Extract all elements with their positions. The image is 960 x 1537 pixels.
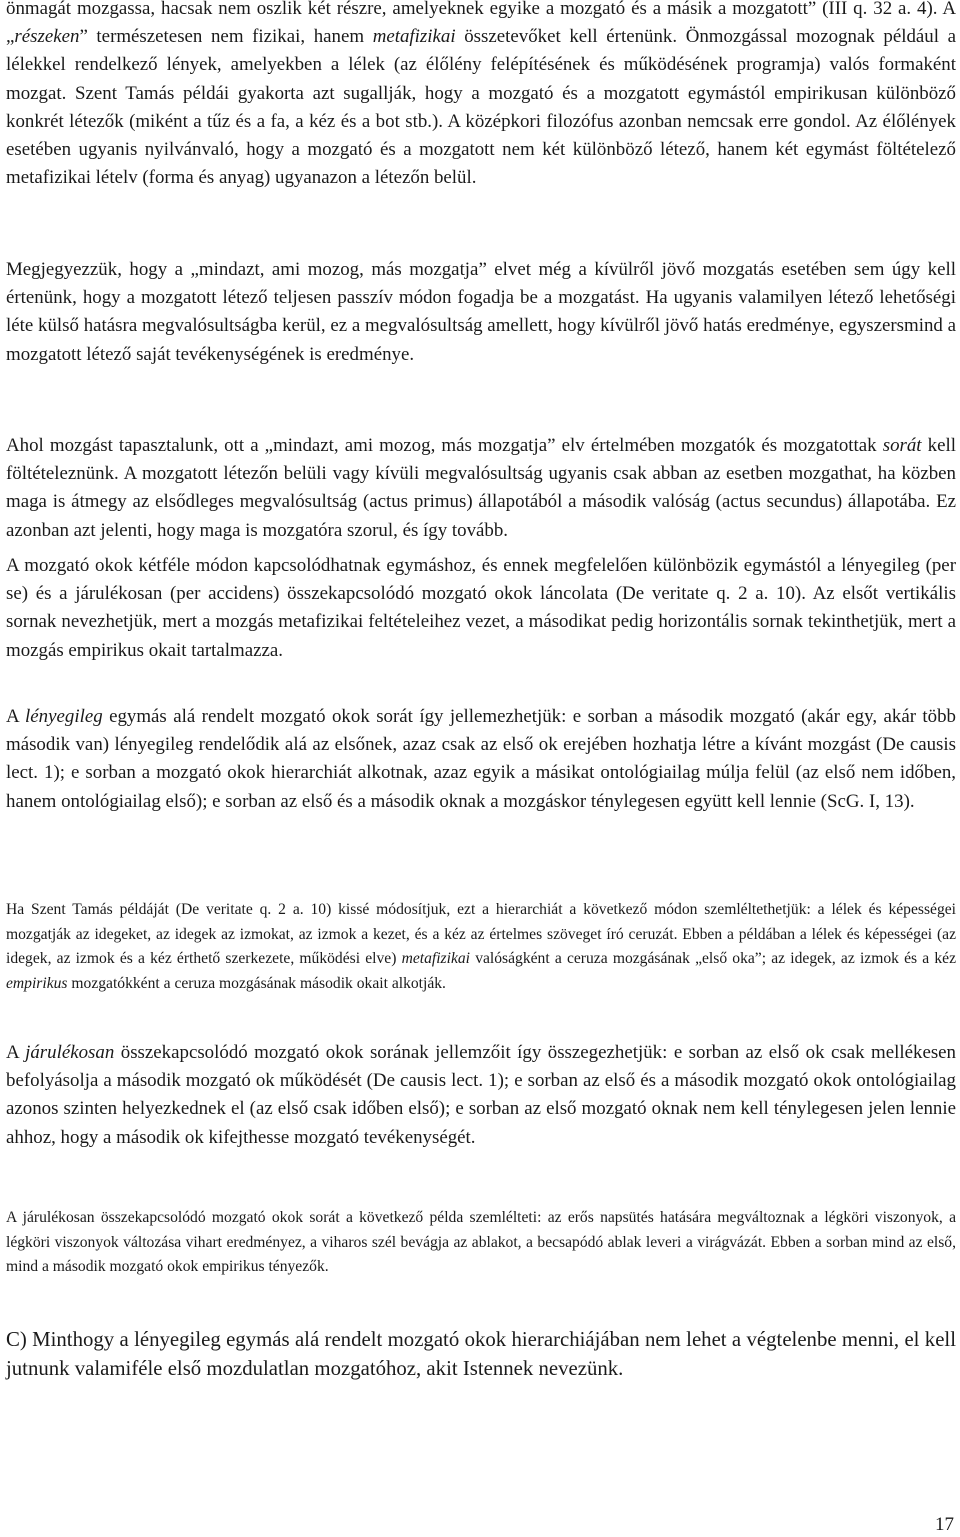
text-run: valóságként a ceruza mozgásának „első oka”; az idegek, az izmok és a kéz — [470, 950, 957, 967]
emphasis-text: részeken — [14, 26, 80, 48]
paragraph-series — [6, 432, 956, 545]
text-run: egymás alá rendelt mozgató okok sorát így jellemezhetjük: e sorban a második mozgató (akár egy, akár több második van) lényegileg rendelődik alá az elsőnek, azaz csak az első ok erejében hozhatja létre a kívánt mozgást (De causis lect. 1); e sorban a mozgató okok hierarchiát alkotnak, azaz egyik a másikat ontológiailag múlja felül (az első nem időben, hanem ontológiailag első); e sorban az első és a második oknak a mozgáskor ténylegesen együtt kell lennie (ScG. I, 13). — [6, 706, 957, 812]
section-c-paragraph: C) Minthogy a lényegileg egymás alá rendelt mozgató okok hierarchiájában nem lehet a végtelenbe menni, el kell jutnunk valamiféle első mozdulatlan mozgatóhoz, akit Istennek nevezünk. — [6, 1328, 956, 1380]
note-hierarchy-example — [6, 898, 956, 996]
text-run: ” természetesen nem fizikai, hanem — [79, 26, 373, 48]
note-accidental-example: A járulékosan összekapcsolódó mozgató okok sorát a következő példa szemlélteti: az erős napsütés hatására megváltoznak a légköri viszonyok, a légköri viszonyok változása vihart eredményez, a viharos szél bevágja az ablakot, a becsapódó ablak leveri a virágvázát. Ebben a sorban mind az első, mind a második mozgató okok empirikus tényezők. — [6, 1209, 956, 1275]
text-run: mozgatókként a ceruza mozgásának második okait alkotják. — [67, 974, 446, 992]
text-run: A — [6, 706, 26, 727]
paragraph-passive-reception: Megjegyezzük, hogy a „mindazt, ami mozog, más mozgatja” elvet még a kívülről jövő mozgatás esetében sem úgy kell értenünk, hogy a mozgatott létező teljesen passzív módon fogadja be a mozgatást. Ha ugyanis valamilyen létező lehetőségi léte külső hatásra megvalósultságba kerül, ez a megvalósultság amellett, hogy kívülről jövő hatás eredménye, egyszersmind a mozgatott létező saját tevékenységének is eredménye. — [6, 259, 956, 365]
emphasis-text: járulékosan — [25, 1042, 115, 1063]
page-number: 17 — [935, 1514, 954, 1535]
paragraph-accidental-order — [6, 1039, 956, 1152]
text-run: összetevőket kell értenünk. Önmozgással mozognak például a lélekkel rendelkező lények, amelyekben a lélek (az élőlény felépítésének és működésének programja) valós formaként mozgat. Szent Tamás példái gyakorta azt sugallják, hogy a mozgató és a mozgatott egymástól empirikusan különböző konkrét létezők (miként a tűz és a fa, a kéz és a bot stb.). A középkori filozófus azonban nemcsak erre gondol. Az élőlények esetében ugyanis nyilvánvaló, hogy a mozgató és a mozgatott nem két különböző létező, hanem két egymást föltételező metafizikai lételv (forma és anyag) ugyanazon a létezőn belül. — [6, 26, 956, 189]
emphasis-text: lényegileg — [25, 706, 103, 727]
text-run: Ha Szent Tamás példáját (De veritate q. 2 a. 10) kissé módosítjuk, ezt a hierarchiát a következő módon szemléltethetjük: a lélek és képességei mozgatják az idegeket, az idegek az izmokat, az izmok a kezet, és a kéz az értelmes szöveget író ceruzát. Ebben a példában a lélek és képességei (az idegek, az izmok és a kéz érthető szerkezete, működési elve) — [6, 901, 956, 967]
emphasis-text: metafizikai — [401, 950, 471, 967]
text-run: kell föltételeznünk. A mozgatott létezőn belüli vagy kívüli megvalósultság ugyanis csak abban az esetben mozgathat, ha közben maga is átmegy az elsődleges megvalósultság (actus primus) állapotából a második valóság (actus secundus) állapotába. Ez azonban azt jelenti, hogy maga is mozgatóra szorul, és így tovább. — [6, 435, 956, 541]
emphasis-text: sorát — [882, 435, 922, 456]
text-run: összekapcsolódó mozgató okok sorának jellemzőit így összegezhetjük: e sorban az első ok csak mellékesen befolyásolja a második mozgató ok működését (De causis lect. 1); e sorban az első és a második mozgató okok ontológiailag azonos szinten helyezkednek el (az első csak időben első); e sorban az első mozgató oknak nem kell ténylegesen jelen lennie ahhoz, hogy a második ok kifejthesse mozgató tevékenységét. — [6, 1042, 957, 1148]
paragraph-essential-order — [6, 703, 956, 816]
paragraph-self-motion — [6, 0, 956, 192]
paragraph-two-chains: A mozgató okok kétféle módon kapcsolódhatnak egymáshoz, és ennek megfelelően különbözik egymástól a lényegileg (per se) és a járulékosan (per accidens) összekapcsolódó mozgató okok láncolata (De veritate q. 2 a. 10). Az elsőt vertikális sornak nevezhetjük, mert a mozgás metafizikai feltételeihez vezet, a másodikat pedig horizontális sornak tekinthetjük, mert a mozgás empirikus okait tartalmazza. — [6, 555, 956, 661]
emphasis-text: empirikus — [6, 974, 68, 992]
text-run: önmagát mozgassa, hacsak nem oszlik két részre, amelyeknek egyike a mozgató és a másik a mozgatott” (III q. 32 a. 4). A „ — [6, 0, 956, 48]
text-run: A — [6, 1042, 26, 1063]
emphasis-text: metafizikai — [372, 26, 456, 48]
text-run: Ahol mozgást tapasztalunk, ott a „mindazt, ami mozog, más mozgatja” elv értelmében mozgatók és mozgatottak — [6, 435, 883, 456]
